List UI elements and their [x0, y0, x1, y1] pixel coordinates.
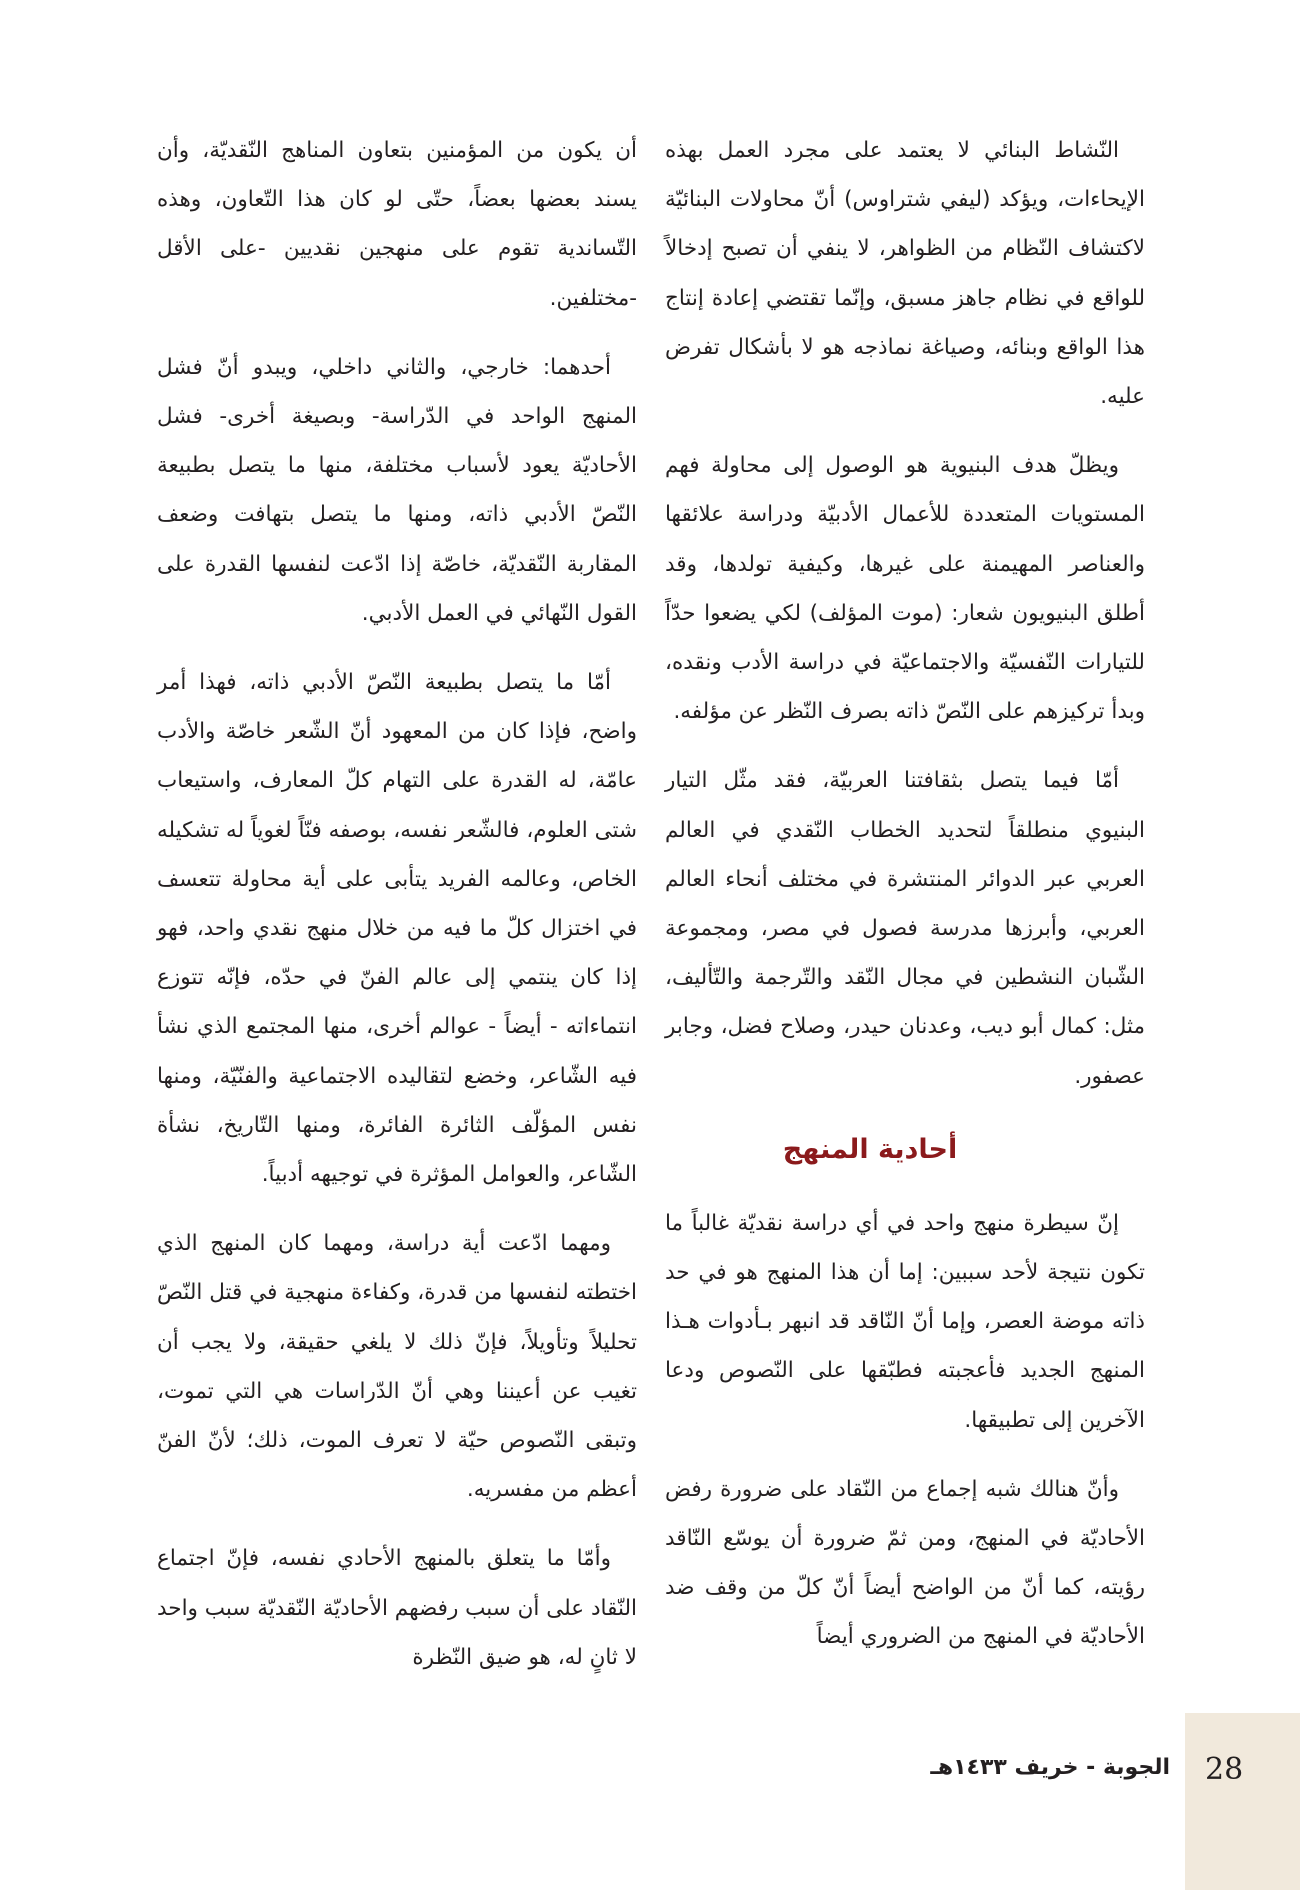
- running-footer: الجوبة - خريف ١٤٣٣هـ: [930, 1755, 1170, 1780]
- right-column: [665, 126, 1145, 1682]
- footer-band: [1185, 1713, 1300, 1890]
- right-paragraph-5: وأنّ هنالك شبه إجماع من النّقاد على ضرورة رفض الأحاديّة في المنهج، ومن ثمّ ضرورة أن يوسّع النّاقد رؤيته، كما أنّ من الواضح أيضاً أنّ كلّ من وقف ضد الأحاديّة في المنهج من الضروري أيضاً: [665, 1476, 1145, 1650]
- section-heading: أحادية المنهج: [782, 1133, 958, 1165]
- right-paragraph-4: إنّ سيطرة منهج واحد في أي دراسة نقديّة غالباً ما تكون نتيجة لأحد سببين: إما أن هذا المنهج هو في حد ذاته موضة العصر، وإما أنّ النّاقد قد انبهر بـأدوات هـذا المنهج الجديد فأعجبته فطبّقها على النّصوص ودعا الآخرين إلى تطبيقها.: [665, 1210, 1145, 1433]
- left-paragraph-1: أن يكون من المؤمنين بتعاون المناهج النّقديّة، وأن يسند بعضها بعضاً، حتّى لو كان هذا التّعاون، وهذه التّساندية تقوم على منهجين نقديين -على الأقل -مختلفين.: [157, 138, 637, 311]
- left-paragraph-4: ومهما ادّعت أية دراسة، ومهما كان المنهج الذي اختطته لنفسها من قدرة، وكفاءة منهجية في قتل النّصّ تحليلاً وتأويلاً، فإنّ ذلك لا يلغي حقيقة، ولا يجب أن تغيب عن أعيننا وهي أنّ الدّراسات هي التي تموت، وتبقى النّصوص حيّة لا تعرف الموت، ذلك؛ لأنّ الفنّ أعظم من مفسريه.: [157, 1231, 637, 1503]
- left-paragraph-3: أمّا ما يتصل بطبيعة النّصّ الأدبي ذاته، فهذا أمر واضح، فإذا كان من المعهود أنّ الشّعر خاصّة والأدب عامّة، له القدرة على التهام كلّ المعارف، واستيعاب شتى العلوم، فالشّعر نفسه، بوصفه فنّاً لغوياً له تشكيله الخاص، وعالمه الفريد يتأبى على أية محاولة تتعسف في اختزال كلّ ما فيه من خلال منهج نقدي واحد، فهو إذا كان ينتمي إلى عالم الفنّ في حدّه، فإنّه تتوزع انتماءاته - أيضاً - عوالم أخرى، منها المجتمع الذي نشأ فيه الشّاعر، وخضع لتقاليده الاجتماعية والفنّيّة، ومنها نفس المؤلّف الثائرة الفائرة، ومنها التّاريخ، نشأة الشّاعر، والعوامل المؤثرة في توجيهه أدبياً.: [157, 670, 637, 1188]
- right-paragraph-3: أمّا فيما يتصل بثقافتنا العربيّة، فقد مثّل التيار البنيوي منطلقاً لتحديد الخطاب النّقدي في العالم العربي عبر الدوائر المنتشرة في مختلف أنحاء العالم العربي، وأبرزها مدرسة فصول في مصر، ومجموعة الشّبان النشطين في مجال النّقد والتّرجمة والتّأليف، مثل: كمال أبو ديب، وعدنان حيدر، وصلاح فضل، وجابر عصفور.: [665, 768, 1145, 1089]
- left-paragraph-5: وأمّا ما يتعلق بالمنهج الأحادي نفسه، فإنّ اجتماع النّقاد على أن سبب رفضهم الأحاديّة النّقديّة سبب واحد لا ثانٍ له، هو ضيق النّظرة: [157, 1546, 637, 1670]
- left-paragraph-2: أحدهما: خارجي، والثاني داخلي، ويبدو أنّ فشل المنهج الواحد في الدّراسة- وبصيغة أخرى- فشل الأحاديّة يعود لأسباب مختلفة، منها ما يتصل بطبيعة النّصّ الأدبي ذاته، ومنها ما يتصل بتهافت وضعف المقاربة النّقديّة، خاصّة إذا ادّعت لنفسها القدرة على القول النّهائي في العمل الأدبي.: [157, 354, 637, 626]
- page-number: 28: [1205, 1752, 1244, 1787]
- right-paragraph-1: النّشاط البنائي لا يعتمد على مجرد العمل بهذه الإيحاءات، ويؤكد (ليفي شتراوس) أنّ محاولات البنائيّة لاكتشاف النّظام من الظواهر، لا ينفي أن تصبح إدخالاً للواقع في نظام جاهز مسبق، وإنّما تقتضي إعادة إنتاج هذا الواقع وبنائه، وصياغة نماذجه هو لا بأشكال تفرض عليه.: [665, 138, 1145, 410]
- left-column: [157, 126, 637, 1702]
- right-paragraph-2: ويظلّ هدف البنيوية هو الوصول إلى محاولة فهم المستويات المتعددة للأعمال الأدبيّة ودراسة علائقها والعناصر المهيمنة على غيرها، وكيفية تولدها، وقد أطلق البنيويون شعار: (موت المؤلف) لكي يضعوا حدّاً للتيارات النّفسيّة والاجتماعيّة في دراسة الأدب ونقده، وبدأ تركيزهم على النّصّ ذاته بصرف النّظر عن مؤلفه.: [665, 453, 1145, 725]
